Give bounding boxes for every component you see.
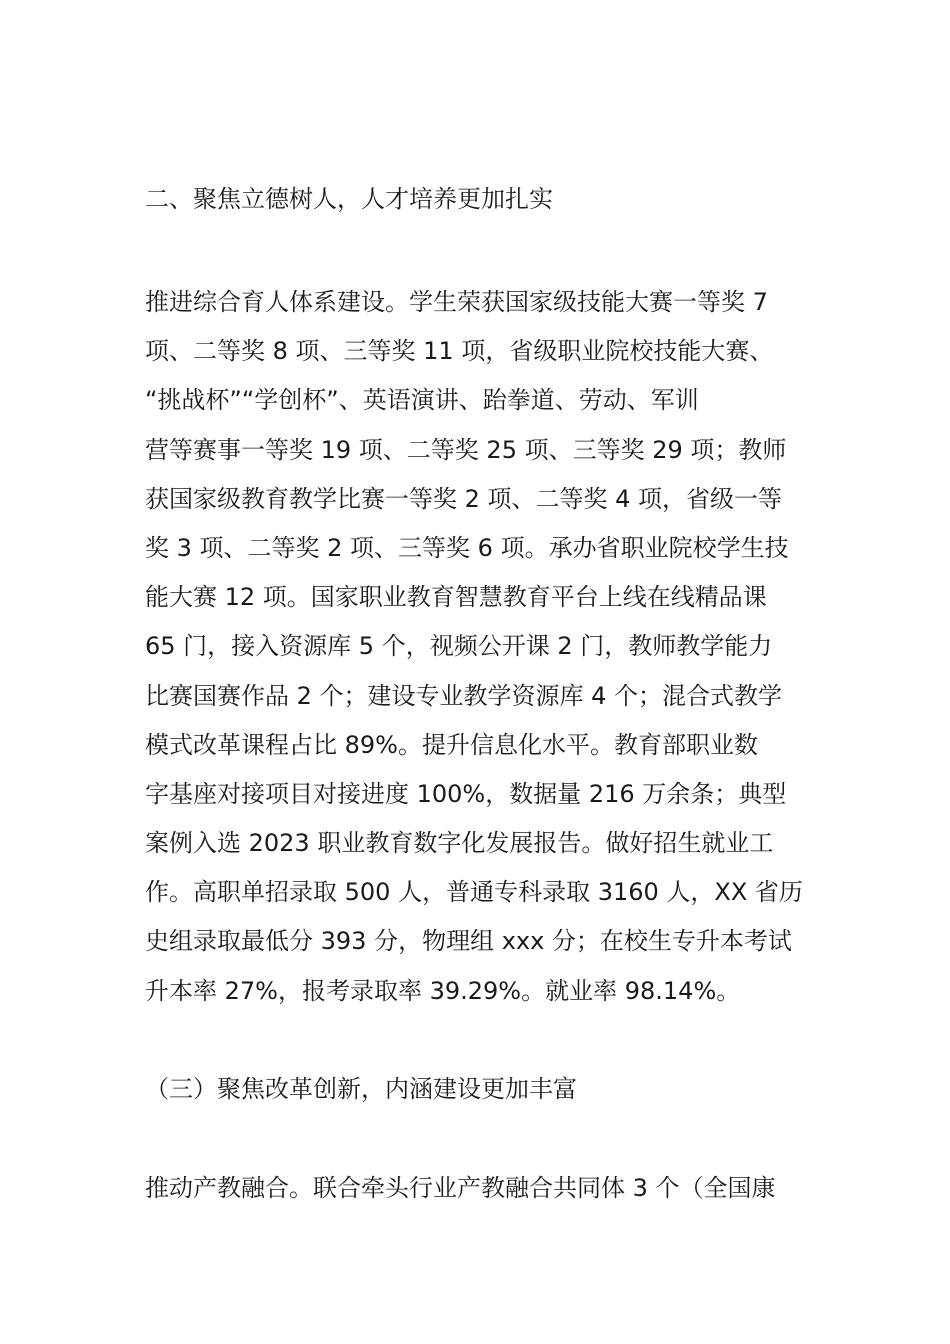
paragraph-industry-education [145,1164,809,1213]
text-line: “挑战杯”“学创杯”、英语演讲、跆拳道、劳动、军训 [145,386,699,415]
text-line: 推动产教融合。联合牵头行业产教融合共同体 3 个（全国康 [145,1173,776,1202]
text-line: 65 门，接入资源库 5 个，视频公开课 2 门，教师教学能力 [145,632,773,661]
paragraph-talent-cultivation [145,278,809,1016]
text-line: 项、二等奖 8 项、三等奖 11 项，省级职业院校技能大赛、 [145,337,774,366]
text-line: 模式改革课程占比 89%。提升信息化水平。教育部职业数 [145,730,758,759]
section-heading-3: （三）聚焦改革创新，内涵建设更加丰富 [145,1074,577,1103]
section-heading-2: 二、聚焦立德树人，人才培养更加扎实 [145,185,553,213]
text-line: 史组录取最低分 393 分，物理组 xxx 分；在校生专升本考试 [145,927,792,956]
text-line: 升本率 27%，报考录取率 39.29%。就业率 98.14%。 [145,976,741,1005]
text-line: 推进综合育人体系建设。学生荣获国家级技能大赛一等奖 7 [145,288,768,316]
text-line: 获国家级教育教学比赛一等奖 2 项、二等奖 4 项，省级一等 [145,484,783,513]
text-line: 字基座对接项目对接进度 100%，数据量 216 万余条；典型 [145,779,787,808]
text-line: 奖 3 项、二等奖 2 项、三等奖 6 项。承办省职业院校学生技 [145,533,789,562]
text-line: 比赛国赛作品 2 个；建设专业教学资源库 4 个；混合式教学 [145,681,783,710]
text-line: 作。高职单招录取 500 人，普通专科录取 3160 人，XX 省历 [145,878,803,907]
text-line: 能大赛 12 项。国家职业教育智慧教育平台上线在线精品课 [145,583,767,612]
text-line: 案例入选 2023 职业教育数字化发展报告。做好招生就业工 [145,829,774,858]
text-line: 营等赛事一等奖 19 项、二等奖 25 项、三等奖 29 项；教师 [145,435,787,464]
document-body [145,174,809,1213]
